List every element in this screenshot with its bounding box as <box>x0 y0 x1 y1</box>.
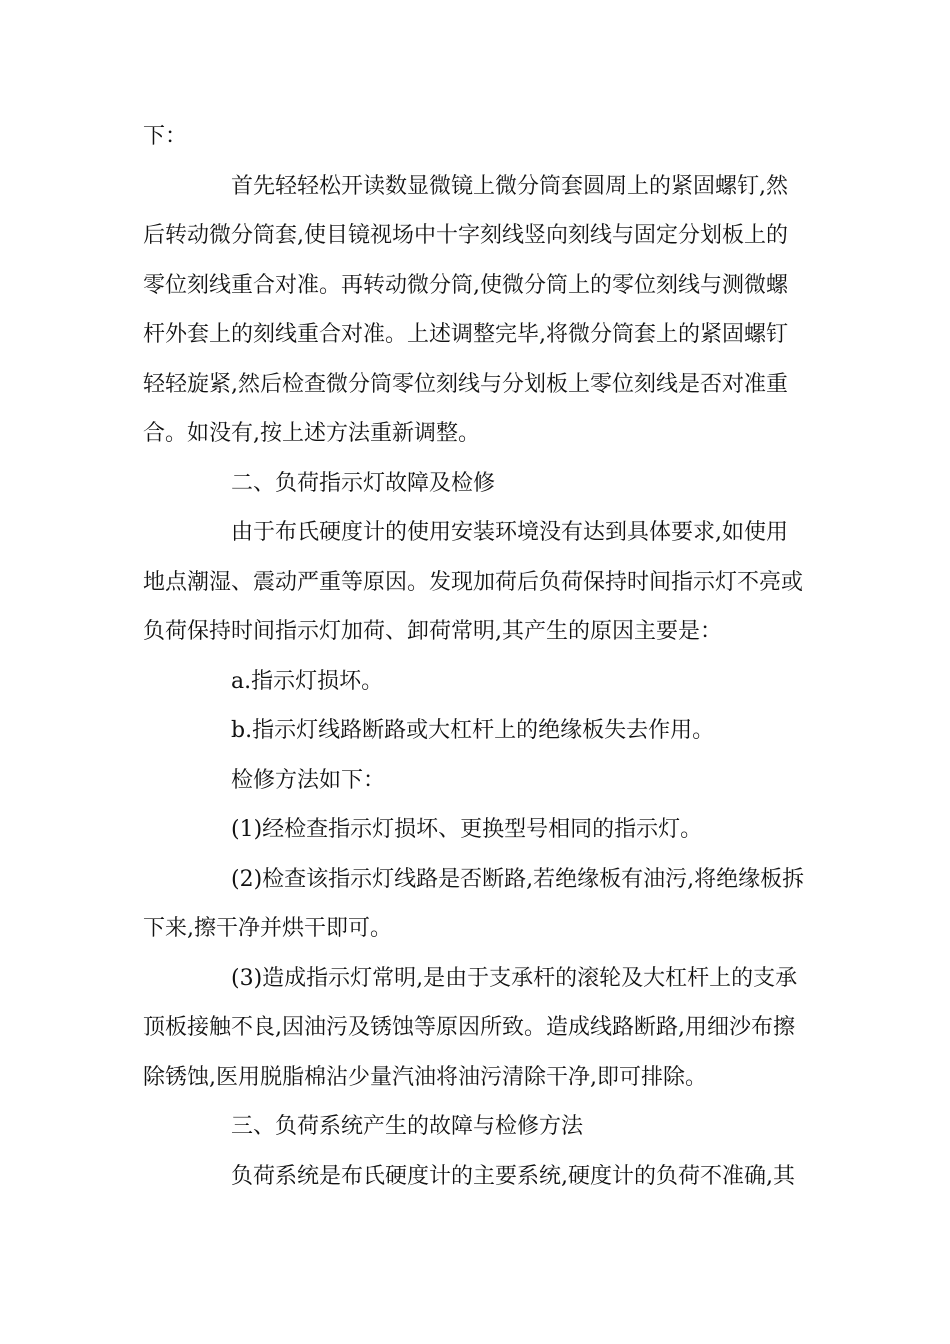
text-line: 轻轻旋紧,然后检查微分筒零位刻线与分划板上零位刻线是否对准重 <box>143 371 788 397</box>
text-line: 顶板接触不良,因油污及锈蚀等原因所致。造成线路断路,用细沙布擦 <box>143 1015 795 1040</box>
section-heading: 二、负荷指示灯故障及检修 <box>231 470 496 496</box>
text-line: 除锈蚀,医用脱脂棉沾少量汽油将油污清除干净,即可排除。 <box>143 1064 707 1090</box>
document-body <box>143 112 813 1201</box>
text-line: 合。如没有,按上述方法重新调整。 <box>143 421 480 446</box>
text-line: 杆外套上的刻线重合对准。上述调整完毕,将微分筒套上的紧固螺钉 <box>143 322 788 347</box>
list-item: (3)造成指示灯常明,是由于支承杆的滚轮及大杠杆上的支承 <box>231 965 798 991</box>
section-heading: 三、负荷系统产生的故障与检修方法 <box>231 1114 584 1139</box>
text-line: 地点潮湿、震动严重等原因。发现加荷后负荷保持时间指示灯不亮或 <box>143 569 804 595</box>
list-item: b.指示灯线路断路或大杠杆上的绝缘板失去作用。 <box>231 718 715 743</box>
list-item: (1)经检查指示灯损坏、更换型号相同的指示灯。 <box>231 817 703 842</box>
text-line: 下： <box>143 124 188 149</box>
text-line: 首先轻轻松开读数显微镜上微分筒套圆周上的紧固螺钉,然 <box>231 173 788 199</box>
text-line: 下来,擦干净并烘干即可。 <box>143 916 392 941</box>
text-line: 检修方法如下： <box>231 767 386 793</box>
text-line: 后转动微分筒套,使目镜视场中十字刻线竖向刻线与固定分划板上的 <box>143 223 788 248</box>
text-line: 负荷保持时间指示灯加荷、卸荷常明,其产生的原因主要是： <box>143 619 722 644</box>
list-item: (2)检查该指示灯线路是否断路,若绝缘板有油污,将绝缘板拆 <box>231 866 805 892</box>
text-line: 由于布氏硬度计的使用安装环境没有达到具体要求,如使用 <box>231 520 788 545</box>
list-item: a.指示灯损坏。 <box>231 668 384 694</box>
text-line: 负荷系统是布氏硬度计的主要系统,硬度计的负荷不准确,其 <box>231 1163 795 1189</box>
text-line: 零位刻线重合对准。再转动微分筒,使微分筒上的零位刻线与测微螺 <box>143 272 788 298</box>
